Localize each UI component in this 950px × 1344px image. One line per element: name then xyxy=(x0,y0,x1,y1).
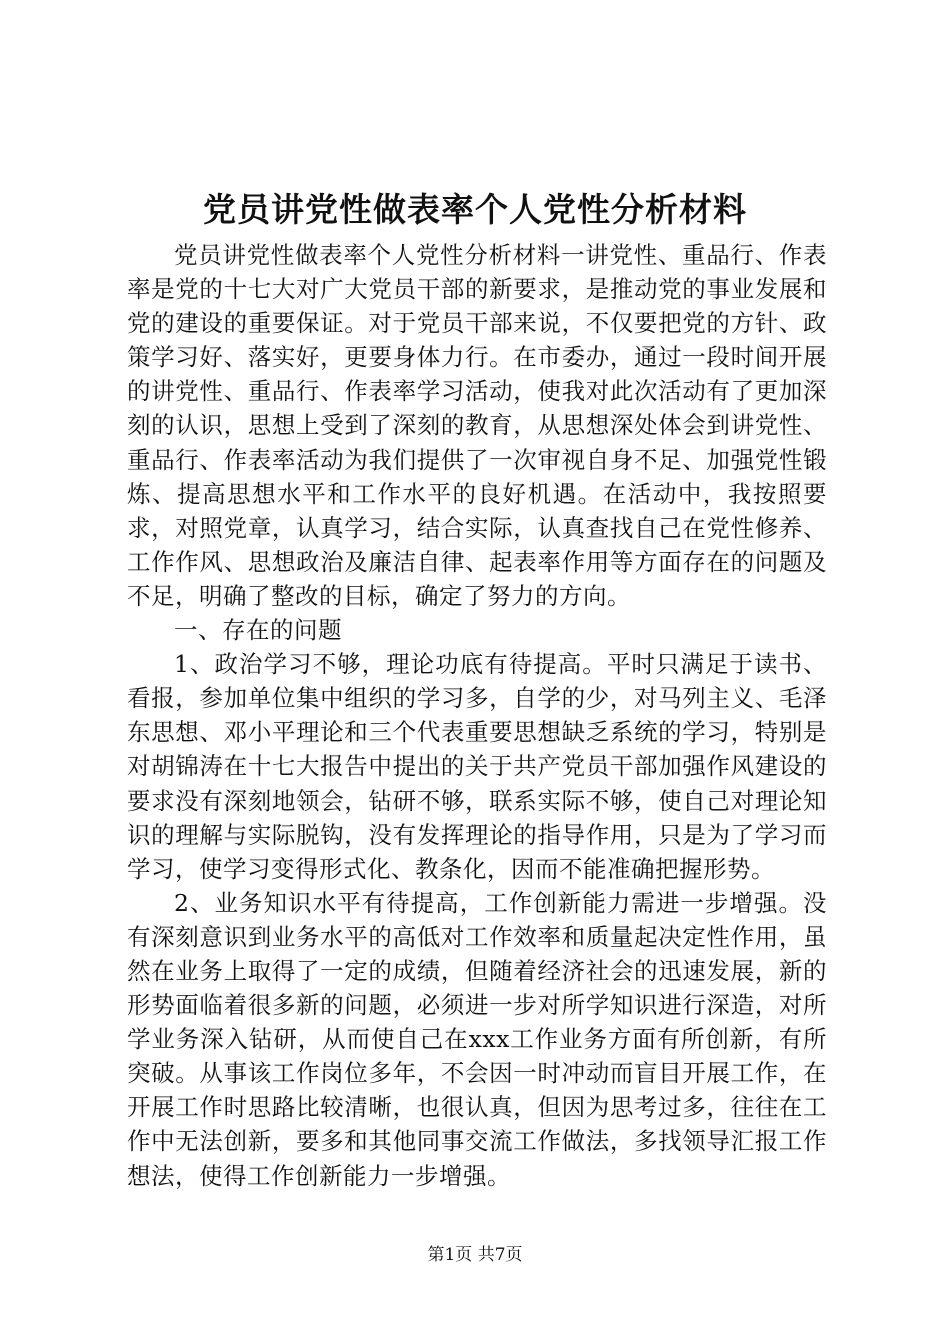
page-number-footer: 第1页 共7页 xyxy=(427,1245,523,1265)
document-title: 党员讲党性做表率个人党性分析材料 xyxy=(203,190,747,229)
section-heading-problems: 一、存在的问题 xyxy=(174,616,342,645)
intro-paragraph: 党员讲党性做表率个人党性分析材料一讲党性、重品行、作表率是党的十七大对广大党员干部的新要求，是推动党的事业发展和党的建设的重要保证。对于党员干部来说，不仅要把党的方针、政策学习好、落实好，更要身体力行。在市委办，通过一段时间开展的讲党性、重品行、作表率学习活动，使我对此次活动有了更加深刻的认识，思想上受到了深刻的教育，从思想深处体会到讲党性、重品行、作表率活动为我们提供了一次审视自身不足、加强党性锻炼、提高思想水平和工作水平的良好机遇。在活动中，我按照要求，对照党章，认真学习，结合实际，认真查找自己在党性修养、工作作风、思想政治及廉洁自律、起表率作用等方面存在的问题及不足，明确了整改的目标，确定了努力的方向。 xyxy=(127,241,827,610)
document-body xyxy=(127,238,827,1193)
problem-paragraph-1: 1、政治学习不够，理论功底有待提高。平时只满足于读书、看报，参加单位集中组织的学习多，自学的少，对马列主义、毛泽东思想、邓小平理论和三个代表重要思想缺乏系统的学习，特别是对胡锦涛在十七大报告中提出的关于共产党员干部加强作风建设的要求没有深刻地领会，钻研不够，联系实际不够，使自己对理论知识的理解与实际脱钩，没有发挥理论的指导作用，只是为了学习而学习，使学习变得形式化、教条化，因而不能准确把握形势。 xyxy=(127,650,827,883)
problem-paragraph-2: 2、业务知识水平有待提高，工作创新能力需进一步增强。没有深刻意识到业务水平的高低对工作效率和质量起决定性作用，虽然在业务上取得了一定的成绩，但随着经济社会的迅速发展，新的形势面临着很多新的问题，必须进一步对所学知识进行深造，对所学业务深入钻研，从而使自己在xxx工作业务方面有所创新，有所突破。从事该工作岗位多年，不会因一时冲动而盲目开展工作，在开展工作时思路比较清晰，也很认真，但因为思考过多，往往在工作中无法创新，要多和其他同事交流工作做法，多找领导汇报工作想法，使得工作创新能力一步增强。 xyxy=(127,888,827,1190)
